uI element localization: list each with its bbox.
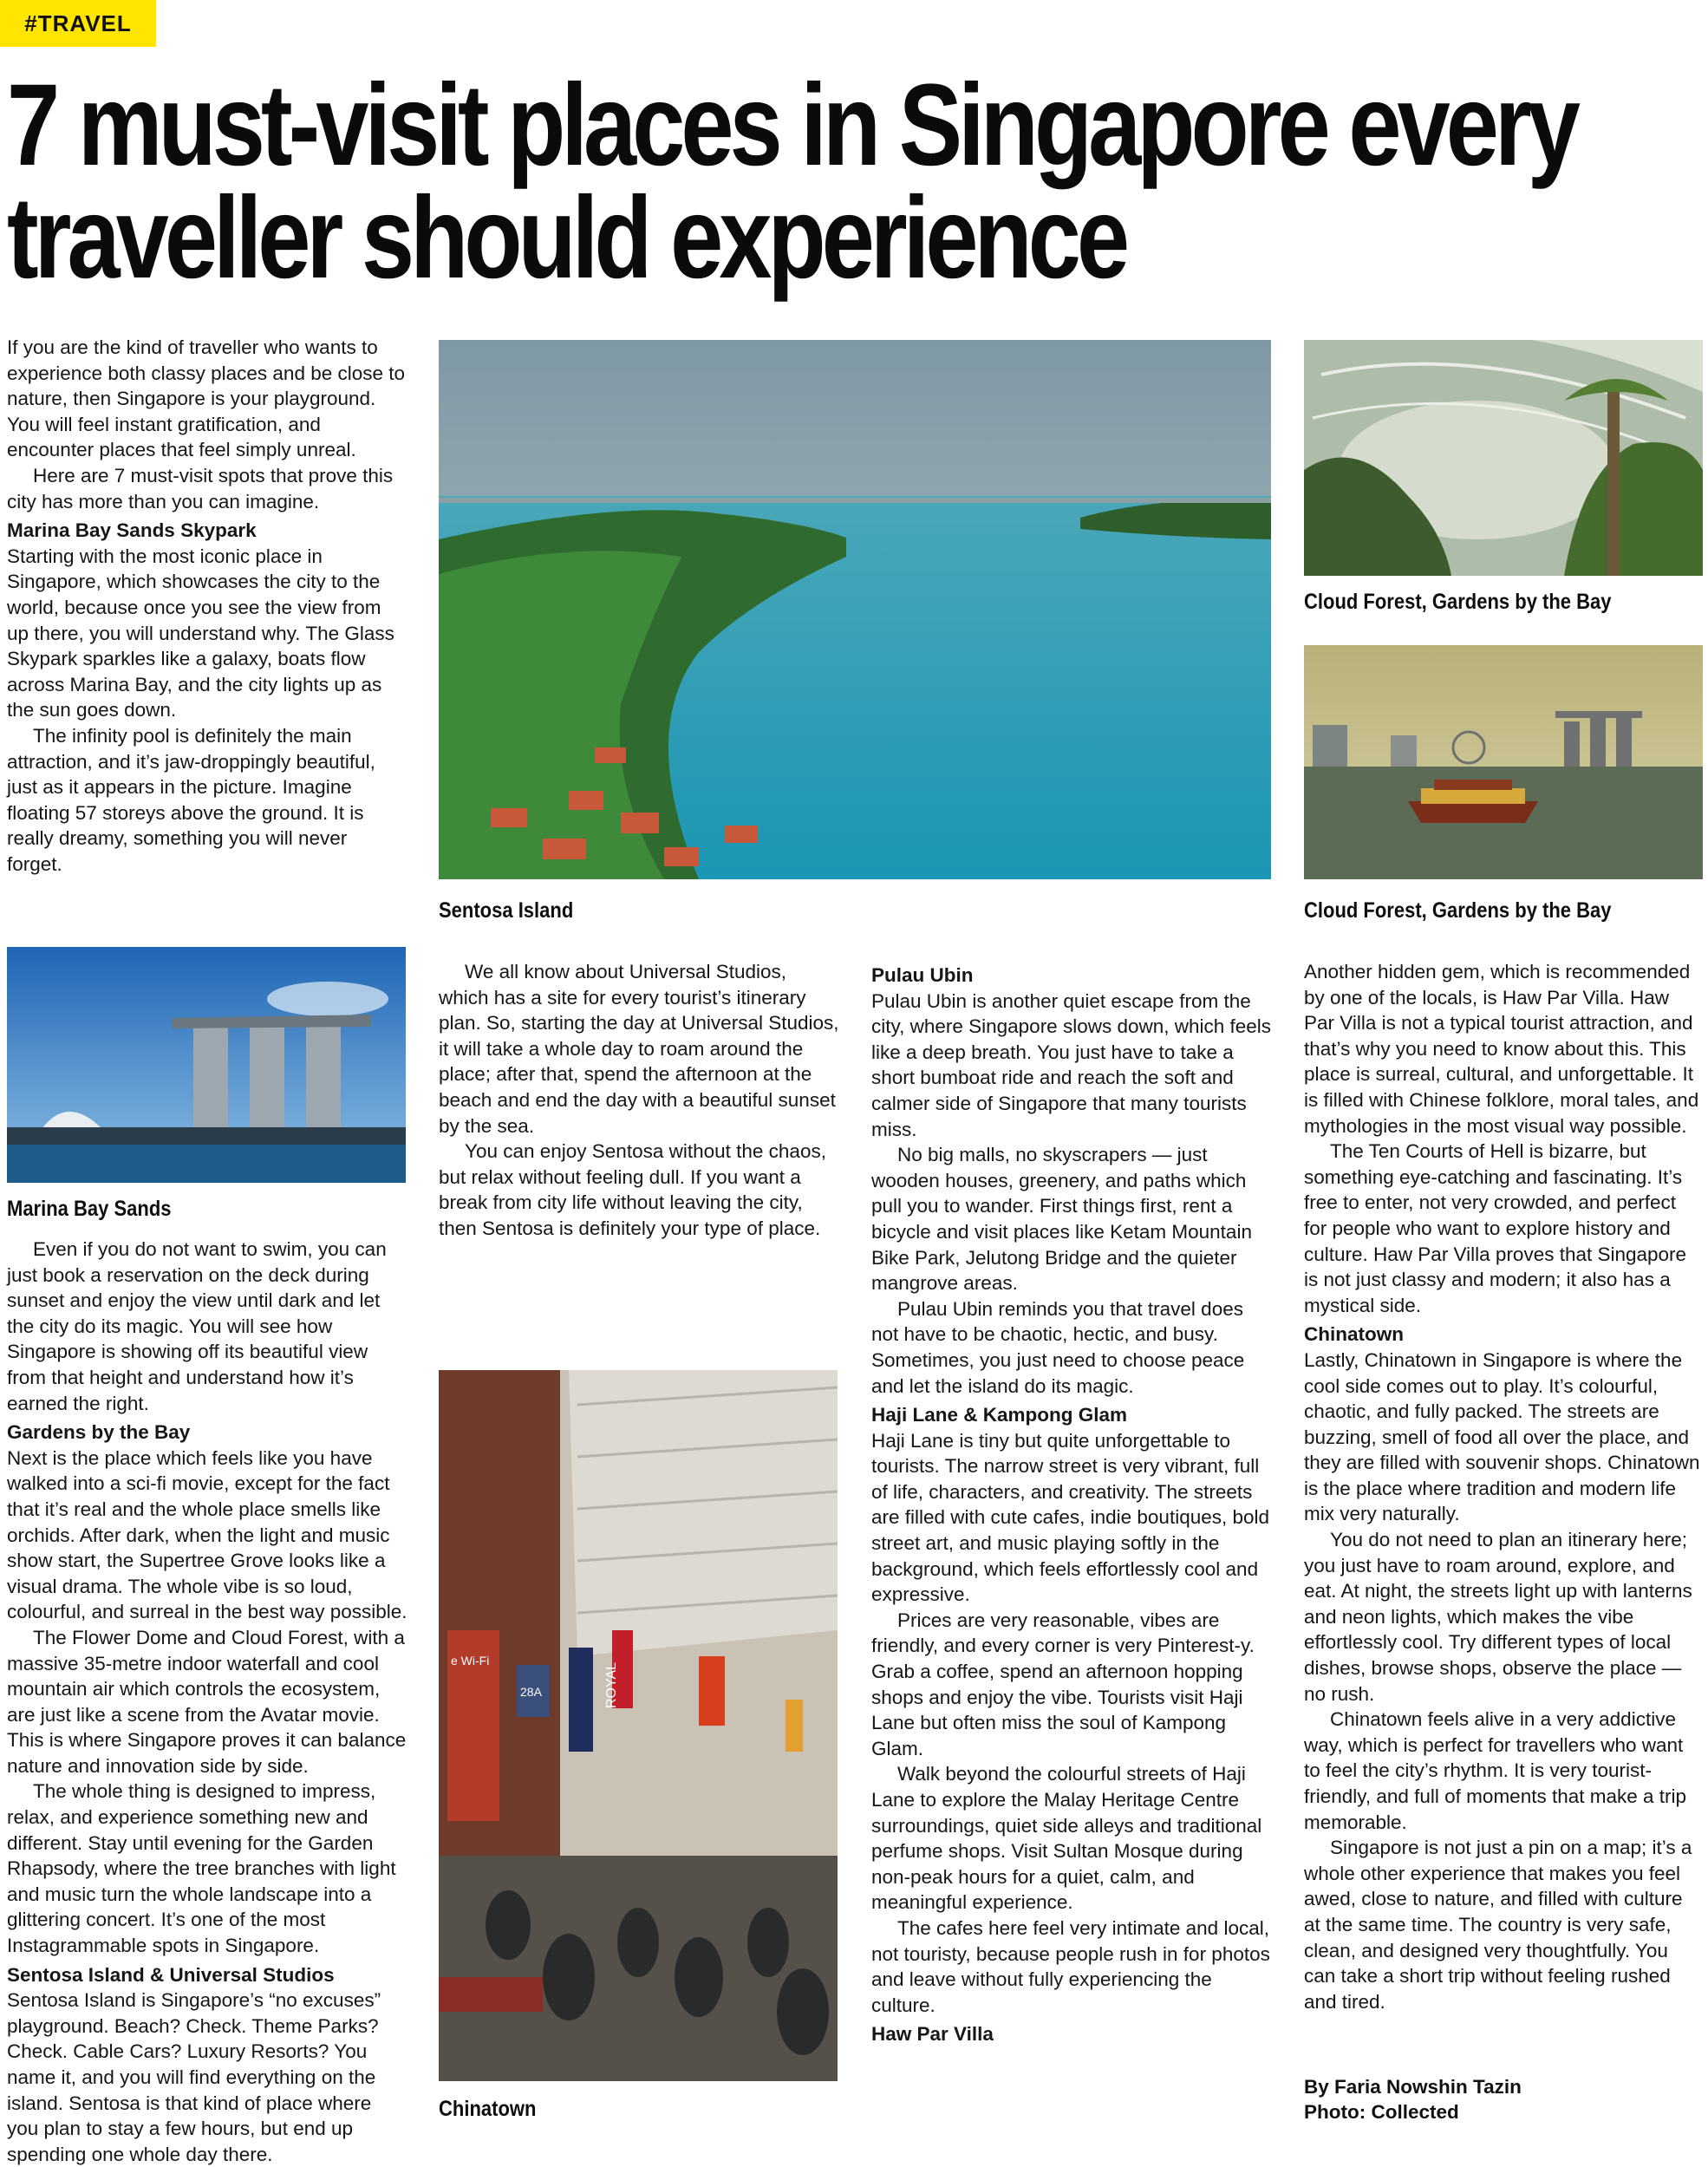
subhead-gardens: Gardens by the Bay <box>7 1421 191 1444</box>
column-2 <box>439 959 839 1242</box>
sentosa-paragraph-1: Sentosa Island is Singapore’s “no excuses” playground. Beach? Check. Theme Parks? Check. Cable Cars? Luxury Resorts? You name it, and you will find everything on the island. Sentosa is that kind of place where you plan to stay a few hours, but end up spending one whole day there. <box>7 1989 381 2165</box>
caption-marina-bay: Marina Bay Sands <box>7 1197 172 1221</box>
ubin-paragraph-1: Pulau Ubin is another quiet escape from the city, where Singapore slows down, which feels like a deep breath. You just have to take a short bumboat ride and reach the soft and calmer side of Singapore that many tourists miss. <box>871 989 1272 1140</box>
caption-cloud-forest-1: Cloud Forest, Gardens by the Bay <box>1304 590 1612 614</box>
column-1-bottom <box>7 1237 407 2167</box>
sign-28a-text: 28A <box>520 1685 542 1699</box>
haji-paragraph-4: The cafes here feel very intimate and local, not touristy, because people rush in for photos and leave without fully experiencing the culture. <box>871 1916 1270 2016</box>
intro-paragraph-2: Here are 7 must-visit spots that prove this city has more than you can imagine. <box>7 464 394 512</box>
marina-bay-sands-photo <box>7 947 406 1183</box>
section-tag: #TRAVEL <box>0 0 156 47</box>
subhead-chinatown: Chinatown <box>1304 1323 1404 1346</box>
hawpar-paragraph-2: The Ten Courts of Hell is bizarre, but something eye-catching and fascinating. It’s free to enter, not very crowded, and perfect for people who want to explore history and culture. Haw Par Villa proves that Singapore is not just classy and modern; it also has a mystical side. <box>1304 1140 1687 1316</box>
cloud-forest-photo <box>1304 340 1703 576</box>
chinatown-paragraph-2: You do not need to plan an itinerary here; you just have to roam around, explore, and eat. At night, the streets light up with lanterns and neon lights, which makes the vibe effortlessly cool. Try different types of local dishes, browse shops, observe the place — no rush. <box>1304 1529 1692 1705</box>
ubin-paragraph-3: Pulau Ubin reminds you that travel does not have to be chaotic, hectic, and busy. Sometimes, you just need to choose peace and let the island do its magic. <box>871 1297 1245 1397</box>
headline <box>7 61 1576 303</box>
subhead-marina: Marina Bay Sands Skypark <box>7 519 257 542</box>
closing-paragraph: Singapore is not just a pin on a map; it’s a whole other experience that makes you feel awed, close to nature, and filled with culture at the same time. The country is very safe, clean, and designed very thoughtfully. You can take a short trip without feeling rushed and tired. <box>1304 1837 1692 2013</box>
headline-line-2: traveller should experience <box>7 173 1126 303</box>
chinatown-paragraph-3: Chinatown feels alive in a very addictive way, which is perfect for travellers who want to feel the city’s rhythm. It is very tourist-friendly, and full of moments that make a trip memorable. <box>1304 1708 1687 1833</box>
caption-sentosa: Sentosa Island <box>439 898 574 923</box>
royal-sign-text: ROYAL <box>604 1661 619 1708</box>
haji-paragraph-1: Haji Lane is tiny but quite unforgettable to tourists. The narrow street is very vibrant, full of life, characters, and creativity. The streets are filled with cute cafes, indie boutiques, bold street art, and music playing softly in the background, which feels effortlessly cool and expressive. <box>871 1429 1270 1606</box>
wifi-sign-text: e Wi-Fi <box>451 1654 490 1668</box>
gardens-paragraph-1: Next is the place which feels like you have walked into a sci-fi movie, except for the fact that it’s real and the whole place smells like orchids. After dark, when the light and music show start, the Supertree Grove looks like a visual drama. The whole vibe is so loud, colourful, and surreal in the best way possible. <box>7 1446 407 1623</box>
subhead-sentosa: Sentosa Island & Universal Studios <box>7 1963 335 1986</box>
photo-credit: Photo: Collected <box>1304 2101 1459 2123</box>
gardens-paragraph-3: The whole thing is designed to impress, relax, and experience something new and different. Stay until evening for the Garden Rhapsody, where the tree branches with light and music turn the whole landscape into a glittering concert. It’s one of the most Instagrammable spots in Singapore. <box>7 1780 396 1957</box>
haji-paragraph-2: Prices are very reasonable, vibes are friendly, and every corner is very Pinterest-y. Grab a coffee, spend an afternoon hopping shops and enjoy the vibe. Tourists visit Haji Lane but often miss the soul of Kampong Glam. <box>871 1609 1255 1759</box>
gardens-paragraph-2: The Flower Dome and Cloud Forest, with a massive 35-metre indoor waterfall and cool mountain air which controls the ecosystem, are just like a scene from the Avatar movie. This is where Singapore proves it can balance nature and innovation side by side. <box>7 1626 407 1777</box>
marina-boat-photo <box>1304 645 1703 879</box>
caption-cloud-forest-2: Cloud Forest, Gardens by the Bay <box>1304 898 1612 923</box>
byline <box>1304 2074 1522 2125</box>
subhead-ubin: Pulau Ubin <box>871 964 974 986</box>
sentosa-paragraph-2: We all know about Universal Studios, which has a site for every tourist’s itinerary plan. So, starting the day at Universal Studios, it will take a whole day to roam around the place; after that, spend the afternoon at the beach and end the day with a beautiful sunset by the sea. <box>439 961 839 1137</box>
chinatown-photo <box>439 1370 838 2081</box>
marina-paragraph-1: Starting with the most iconic place in Singapore, which showcases the city to the world, because once you see the view from up there, you will understand why. The Glass Skypark sparkles like a galaxy, boats flow across Marina Bay, and the city lights up as the sun goes down. <box>7 545 394 721</box>
column-3 <box>871 959 1272 2047</box>
subhead-hawpar: Haw Par Villa <box>871 2023 994 2046</box>
caption-chinatown: Chinatown <box>439 2097 537 2121</box>
column-4 <box>1304 959 1703 2014</box>
subhead-haji: Haji Lane & Kampong Glam <box>871 1404 1128 1426</box>
byline-author: By Faria Nowshin Tazin <box>1304 2076 1522 2098</box>
hawpar-paragraph-1: Another hidden gem, which is recommended by one of the locals, is Haw Par Villa. Haw Par Villa is not a typical tourist attraction, and that’s why you need to know about this. This place is surreal, cultural, and unforgettable. It is filled with Chinese folklore, moral tales, and mythologies in the most visual way possible. <box>1304 961 1699 1137</box>
intro-paragraph: If you are the kind of traveller who wants to experience both classy places and be close to nature, then Singapore is your playground. You will feel instant gratification, and encounter places that feel simply unreal. <box>7 336 406 461</box>
headline-line-1: 7 must-visit places in Singapore every <box>7 61 1576 190</box>
sentosa-paragraph-3: You can enjoy Sentosa without the chaos, but relax without feeling dull. If you want a break from city life without leaving the city, then Sentosa is definitely your type of place. <box>439 1140 826 1239</box>
sentosa-photo <box>439 340 1271 879</box>
marina-paragraph-2: The infinity pool is definitely the main attraction, and it’s jaw-droppingly beautiful, just as it appears in the picture. Imagine floating 57 storeys above the ground. It is really dreamy, something you will never forget. <box>7 724 375 875</box>
ubin-paragraph-2: No big malls, no skyscrapers — just wooden houses, greenery, and paths which pull you to wander. First things first, rent a bicycle and visit places like Ketam Mountain Bike Park, Jelutong Bridge and the quieter mangrove areas. <box>871 1144 1252 1295</box>
chinatown-paragraph-1: Lastly, Chinatown in Singapore is where the cool side comes out to play. It’s colourful, chaotic, and fully packed. The streets are buzzing, smell of food all over the place, and they are filled with souvenir shops. Chinatown is the place where tradition and modern life mix very naturally. <box>1304 1348 1700 1525</box>
column-1-top <box>7 335 407 877</box>
marina-paragraph-3: Even if you do not want to swim, you can just book a reservation on the deck during sunset and enjoy the view until dark and let the city do its magic. You will see how Singapore is showing off its beautiful view from that height and understand how it’s earned the right. <box>7 1238 387 1414</box>
haji-paragraph-3: Walk beyond the colourful streets of Haji Lane to explore the Malay Heritage Centre surroundings, quiet side alleys and traditional perfume shops. Visit Sultan Mosque during non-peak hours for a quiet, calm, and meaningful experience. <box>871 1763 1262 1914</box>
